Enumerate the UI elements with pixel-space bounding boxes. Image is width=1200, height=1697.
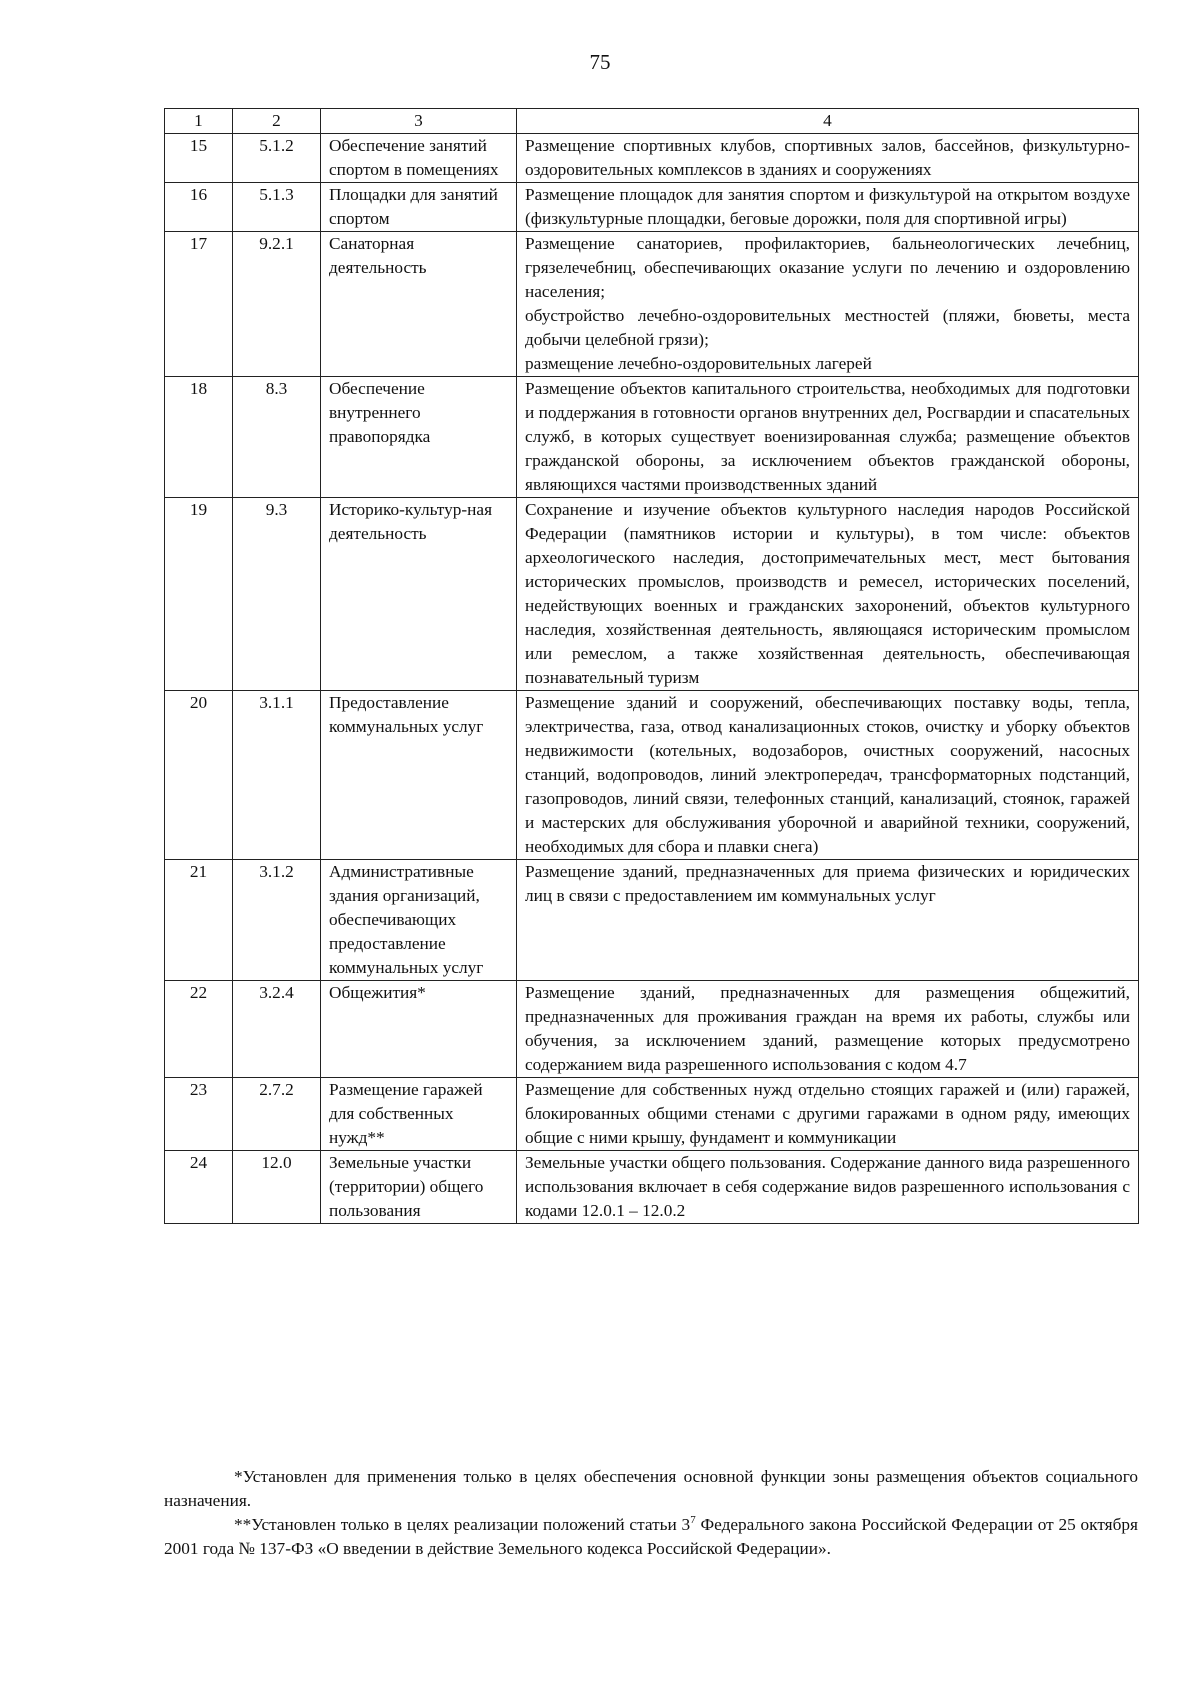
row-use-name: Санаторная деятельность [321, 232, 517, 377]
row-number: 20 [165, 691, 233, 860]
row-number: 24 [165, 1151, 233, 1224]
row-description [517, 691, 1139, 860]
description-paragraph: Размещение площадок для занятия спортом и физкультурой на открытом воздухе (физкультурные площадки, беговые дорожки, поля для спортивной игры) [525, 185, 1130, 228]
row-number: 19 [165, 498, 233, 691]
description-paragraph: Сохранение и изучение объектов культурного наследия народов Российской Федерации (памятников истории и культуры), в том числе: объектов археологического наследия, достопримечательных мест, мест бытования исторических промыслов, производств и ремесел, исторических поселений, недействующих военных и гражданских захоронений, объектов культурного наследия, хозяйственная деятельность, являющаяся историческим промыслом или ремеслом, а также хозяйственная деятельность, обеспечивающая познавательный туризм [525, 500, 1130, 687]
row-description [517, 1078, 1139, 1151]
row-code: 3.1.1 [233, 691, 321, 860]
table-row [165, 498, 1139, 691]
table-row [165, 691, 1139, 860]
row-use-name: Общежития* [321, 981, 517, 1078]
footnotes [164, 1465, 1138, 1561]
row-use-name: Площадки для занятий спортом [321, 183, 517, 232]
column-header-3: 3 [321, 109, 517, 134]
row-number: 15 [165, 134, 233, 183]
row-description [517, 981, 1139, 1078]
row-description [517, 377, 1139, 498]
description-paragraph: Размещение зданий, предназначенных для размещения общежитий, предназначенных для проживания граждан на время их работы, службы или обучения, за исключением зданий, размещение которых предусмотрено содержанием вида разрешенного использования с кодом 4.7 [525, 983, 1130, 1074]
footnote-2 [164, 1513, 1138, 1561]
row-number: 16 [165, 183, 233, 232]
description-paragraph: Размещение зданий и сооружений, обеспечивающих поставку воды, тепла, электричества, газа, отвод канализационных стоков, очистку и уборку объектов недвижимости (котельных, водозаборов, очистных сооружений, насосных станций, водопроводов, линий электропередач, трансформаторных подстанций, газопроводов, линий связи, телефонных станций, канализаций, стоянок, гаражей и мастерских для обслуживания уборочной и аварийной техники, сооружений, необходимых для сбора и плавки снега) [525, 693, 1130, 856]
row-description [517, 498, 1139, 691]
row-code: 8.3 [233, 377, 321, 498]
row-use-name: Обеспечение занятий спортом в помещениях [321, 134, 517, 183]
description-paragraph: Земельные участки общего пользования. Содержание данного вида разрешенного использования включает в себя содержание видов разрешенного использования с кодами 12.0.1 – 12.0.2 [525, 1153, 1130, 1220]
row-use-name: Историко-культур-ная деятельность [321, 498, 517, 691]
row-use-name: Предоставление коммунальных услуг [321, 691, 517, 860]
row-description [517, 183, 1139, 232]
description-paragraph: Размещение для собственных нужд отдельно стоящих гаражей и (или) гаражей, блокированных общими стенами с другими гаражами в одном ряду, имеющих общие с ними крышу, фундамент и коммуникации [525, 1080, 1130, 1147]
row-use-name: Размещение гаражей для собственных нужд** [321, 1078, 517, 1151]
description-paragraph: Размещение объектов капитального строительства, необходимых для подготовки и поддержания в готовности органов внутренних дел, Росгвардии и спасательных служб, в которых существует военизированная служба; размещение объектов гражданской обороны, за исключением объектов гражданской обороны, являющихся частями производственных зданий [525, 379, 1130, 494]
row-number: 23 [165, 1078, 233, 1151]
description-paragraph: Размещение зданий, предназначенных для приема физических и юридических лиц в связи с предоставлением им коммунальных услуг [525, 862, 1130, 905]
description-paragraph: Размещение спортивных клубов, спортивных залов, бассейнов, физкультурно-оздоровительных комплексов в зданиях и сооружениях [525, 136, 1130, 179]
row-code: 9.3 [233, 498, 321, 691]
row-description [517, 1151, 1139, 1224]
row-number: 22 [165, 981, 233, 1078]
table-row [165, 377, 1139, 498]
table-row [165, 134, 1139, 183]
row-code: 9.2.1 [233, 232, 321, 377]
table-row [165, 1078, 1139, 1151]
land-use-table [164, 108, 1139, 1224]
row-code: 2.7.2 [233, 1078, 321, 1151]
table-row [165, 183, 1139, 232]
table-row [165, 860, 1139, 981]
column-header-1: 1 [165, 109, 233, 134]
table-body [165, 134, 1139, 1224]
row-use-name: Административные здания организаций, обеспечивающих предоставление коммунальных услуг [321, 860, 517, 981]
row-code: 3.2.4 [233, 981, 321, 1078]
row-description [517, 232, 1139, 377]
table-header-row [165, 109, 1139, 134]
row-code: 3.1.2 [233, 860, 321, 981]
row-number: 18 [165, 377, 233, 498]
description-paragraph: обустройство лечебно-оздоровительных местностей (пляжи, бюветы, места добычи целебной грязи); [525, 306, 1130, 349]
row-use-name: Обеспечение внутреннего правопорядка [321, 377, 517, 498]
row-code: 12.0 [233, 1151, 321, 1224]
table-row [165, 981, 1139, 1078]
row-number: 17 [165, 232, 233, 377]
description-paragraph: размещение лечебно-оздоровительных лагерей [525, 354, 872, 373]
page-number: 75 [589, 50, 611, 74]
row-code: 5.1.3 [233, 183, 321, 232]
table-row [165, 1151, 1139, 1224]
row-number: 21 [165, 860, 233, 981]
column-header-2: 2 [233, 109, 321, 134]
row-use-name: Земельные участки (территории) общего пользования [321, 1151, 517, 1224]
row-description [517, 134, 1139, 183]
table-row [165, 232, 1139, 377]
row-code: 5.1.2 [233, 134, 321, 183]
column-header-4: 4 [517, 109, 1139, 134]
row-description [517, 860, 1139, 981]
footnote-2-superscript: 7 [690, 1514, 696, 1527]
description-paragraph: Размещение санаториев, профилакториев, бальнеологических лечебниц, грязелечебниц, обеспечивающих оказание услуги по лечению и оздоровлению населения; [525, 234, 1130, 301]
footnote-1: *Установлен для применения только в целях обеспечения основной функции зоны размещения объектов социального назначения. [164, 1467, 1138, 1510]
footnote-2-text-start: **Установлен только в целях реализации положений статьи 3 [234, 1515, 691, 1534]
footnote-2-text-end: Федерального закона Российской Федерации от 25 октября 2001 года № 137-ФЗ «О введении в действие Земельного кодекса Российской Федерации». [164, 1515, 1138, 1558]
